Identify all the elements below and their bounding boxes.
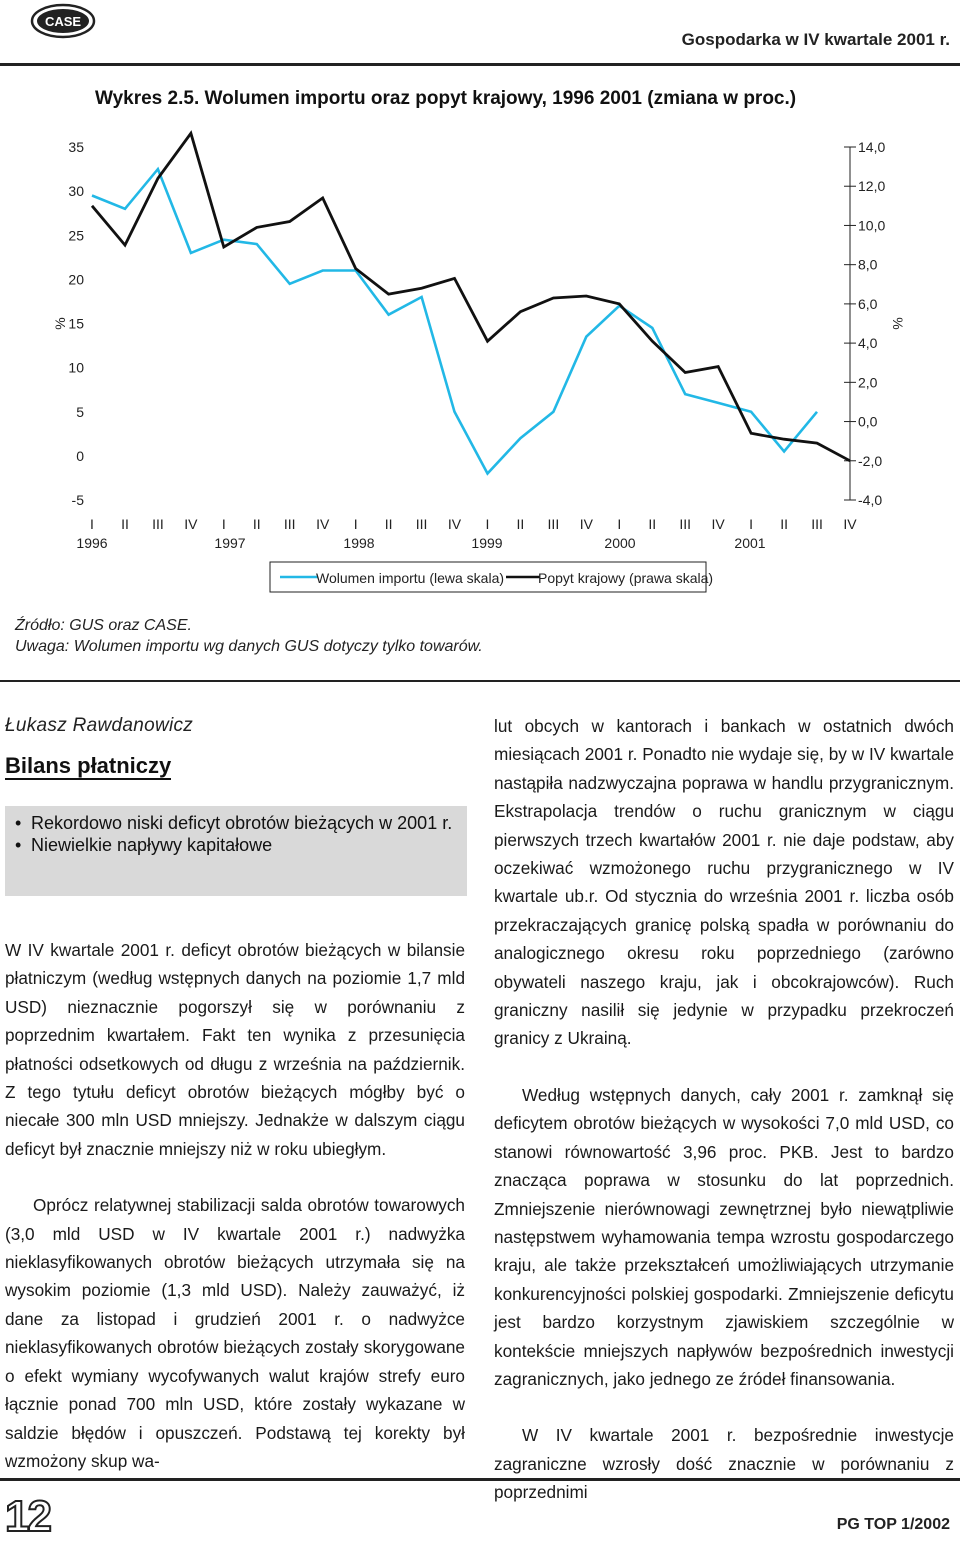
domestic-demand-line bbox=[92, 133, 850, 461]
import-volume-line bbox=[92, 169, 817, 473]
chart-ticks bbox=[52, 139, 906, 551]
right-tick-label: 6,0 bbox=[858, 295, 878, 312]
year-label: 2001 bbox=[734, 535, 766, 551]
quarter-label: IV bbox=[711, 516, 725, 532]
right-axis-unit: % bbox=[890, 317, 906, 330]
quarter-label: I bbox=[485, 516, 490, 532]
right-tick-label: 2,0 bbox=[858, 374, 878, 391]
paragraph: W IV kwartale 2001 r. deficyt obrotów bieżących w bilansie płatniczym (według wstępnych danych na poziomie 1,7 mld USD) nieznacznie pogorszył się w porównaniu z poprzednim kwartałem. Fakt ten wynika z przesunięcia płatności odsetkowych od długu z września na październik. Z tego tytułu deficyt obrotów bieżących mógłby być o niecałe 300 mln USD mniejszy. Jednakże w dalszym ciągu deficyt był znacznie mniejszy niż w roku ubiegłym. bbox=[5, 940, 465, 1159]
note-line: Uwaga: Wolumen importu wg danych GUS dotyczy tylko towarów. bbox=[15, 638, 483, 655]
right-tick-label: 14,0 bbox=[858, 139, 886, 155]
right-tick-label: -4,0 bbox=[858, 492, 883, 508]
left-tick-label: 5 bbox=[76, 403, 84, 420]
key-point: • Niewielkie napływy kapitałowe bbox=[15, 834, 457, 856]
quarter-label: III bbox=[679, 516, 692, 532]
right-tick-label: 8,0 bbox=[858, 256, 878, 273]
left-tick-label: 25 bbox=[68, 227, 84, 244]
quarter-label: I bbox=[353, 516, 358, 532]
quarter-label: IV bbox=[316, 516, 330, 532]
page-number: 12 bbox=[5, 1492, 50, 1541]
quarter-label: II bbox=[516, 516, 525, 532]
chart-source bbox=[15, 615, 483, 657]
left-tick-label: 30 bbox=[68, 183, 84, 200]
quarter-label: I bbox=[749, 516, 754, 532]
chart-series bbox=[92, 133, 850, 473]
quarter-label: IV bbox=[843, 516, 857, 532]
quarter-label: II bbox=[121, 516, 129, 532]
left-tick-label: 35 bbox=[68, 139, 84, 155]
quarter-label: III bbox=[283, 516, 296, 532]
running-header: Gospodarka w IV kwartale 2001 r. bbox=[681, 30, 950, 49]
article-column-right bbox=[494, 712, 954, 1507]
quarter-label: III bbox=[415, 516, 428, 532]
key-points-box bbox=[5, 806, 467, 896]
year-label: 1997 bbox=[214, 535, 246, 551]
year-label: 1996 bbox=[76, 535, 108, 551]
quarter-label: IV bbox=[579, 516, 593, 532]
quarter-label: I bbox=[221, 516, 226, 532]
year-label: 1999 bbox=[471, 535, 503, 551]
quarter-label: III bbox=[811, 516, 823, 532]
issue-label: PG TOP 1/2002 bbox=[836, 1516, 950, 1533]
section-divider bbox=[0, 680, 960, 682]
paragraph: lut obcych w kantorach i bankach w ostatnich dwóch miesiącach 2001 r. Ponadto nie wydaje się, by w IV kwartale nastąpiła nadzwyczajna poprawa w handlu przygranicznym. Ekstrapolacja trendów o ruchu granicznym w ciągu pierwszych trzech kwartałów 2001 r. nie daje podstaw, aby oczekiwać wzmożonego ruchu przygranicznego w IV kwartale ub.r. Od stycznia do września 2001 r. liczba osób przekraczających granicę polską spadła w porównaniu do analogicznego okresu roku poprzedniego (zarówno obywateli naszego kraju, jak i obcokrajowców). Ruch graniczny nasilił się jedynie w przypadku przekroczeń granicy z Ukrainą. bbox=[494, 716, 954, 1049]
year-label: 1998 bbox=[343, 535, 375, 551]
quarter-label: I bbox=[90, 516, 94, 532]
header-divider bbox=[0, 63, 960, 66]
quarter-label: IV bbox=[447, 516, 462, 532]
legend-demand-label: Popyt krajowy (prawa skala) bbox=[538, 570, 714, 586]
left-tick-label: 20 bbox=[68, 271, 84, 288]
source-line: Źródło: GUS oraz CASE. bbox=[15, 617, 192, 634]
paragraph: W IV kwartale 2001 r. bezpośrednie inwestycje zagraniczne wzrosły dość znacznie w porównaniu z poprzednimi bbox=[494, 1425, 954, 1503]
article-title: Bilans płatniczy bbox=[5, 753, 172, 778]
left-tick-label: 0 bbox=[76, 447, 84, 464]
chart-title: Wykres 2.5. Wolumen importu oraz popyt krajowy, 1996 2001 (zmiana w proc.) bbox=[95, 88, 797, 109]
paragraph: Oprócz relatywnej stabilizacji salda obrotów towarowych (3,0 mld USD w IV kwartale 2001 r.) nadwyżka nieklasyfikowanych obrotów bieżących utrzymała się na wysokim poziomie (1,3 mld USD). Należy zauważyć, iż dane za listopad i grudzień 2001 r. o nadwyżce nieklasyfikowanych obrotów bieżących zostały skorygowane o efekt wymiany wycofywanych walut krajów strefy euro łącznie ponad 700 mln USD, które zostały wykazane w saldzie błędów i opuszczeń. Podstawą tej korekty był wzmożony skup wa- bbox=[5, 1195, 465, 1471]
article-column-left bbox=[5, 936, 465, 1475]
paragraph: Według wstępnych danych, cały 2001 r. zamknął się deficytem obrotów bieżących w wysokości 7,0 mld USD, co stanowi równowartość 3,96 proc. PKB. Jest to bardzo znacząca poprawa w stosunku do lat poprzednich. Zmniejszenie nierównowagi zewnętrznej było niewątpliwie następstwem wyhamowania tempa wzrostu gospodarczego kraju, ale także przekształceń umożliwiających utrzymanie konkurencyjności polskiej gospodarki. Zmniejszenie deficytu jest bardzo korzystnym zjawiskiem szczególnie w kontekście mniejszych napływów bezpośrednich inwestycji zagranicznych, jako jednego ze źródeł finansowania. bbox=[494, 1084, 954, 1389]
quarter-label: IV bbox=[184, 516, 198, 532]
quarter-label: II bbox=[252, 516, 261, 532]
left-axis-unit: % bbox=[52, 317, 68, 330]
quarter-label: II bbox=[648, 516, 657, 532]
quarter-label: III bbox=[547, 516, 560, 532]
chart-legend bbox=[270, 562, 713, 592]
right-tick-label: 10,0 bbox=[858, 217, 886, 234]
year-label: 2000 bbox=[604, 535, 636, 551]
right-tick-label: 4,0 bbox=[858, 335, 878, 352]
article-author: Łukasz Rawdanowicz bbox=[5, 715, 194, 736]
quarter-label: II bbox=[780, 516, 788, 532]
left-tick-label: -5 bbox=[71, 492, 84, 508]
quarter-label: I bbox=[617, 516, 622, 532]
quarter-label: III bbox=[152, 516, 164, 532]
footer-divider bbox=[0, 1478, 960, 1481]
quarter-label: II bbox=[384, 516, 393, 532]
case-logo bbox=[30, 3, 96, 39]
legend-import-label: Wolumen importu (lewa skala) bbox=[316, 570, 505, 586]
left-tick-label: 15 bbox=[68, 315, 84, 332]
key-point: • Rekordowo niski deficyt obrotów bieżących w 2001 r. bbox=[15, 812, 457, 834]
right-tick-label: 12,0 bbox=[858, 178, 886, 195]
logo-text: CASE bbox=[44, 14, 82, 29]
right-tick-label: 0,0 bbox=[858, 413, 878, 430]
left-tick-label: 10 bbox=[68, 359, 84, 376]
import-demand-chart bbox=[0, 130, 960, 600]
right-tick-label: -2,0 bbox=[858, 452, 883, 469]
